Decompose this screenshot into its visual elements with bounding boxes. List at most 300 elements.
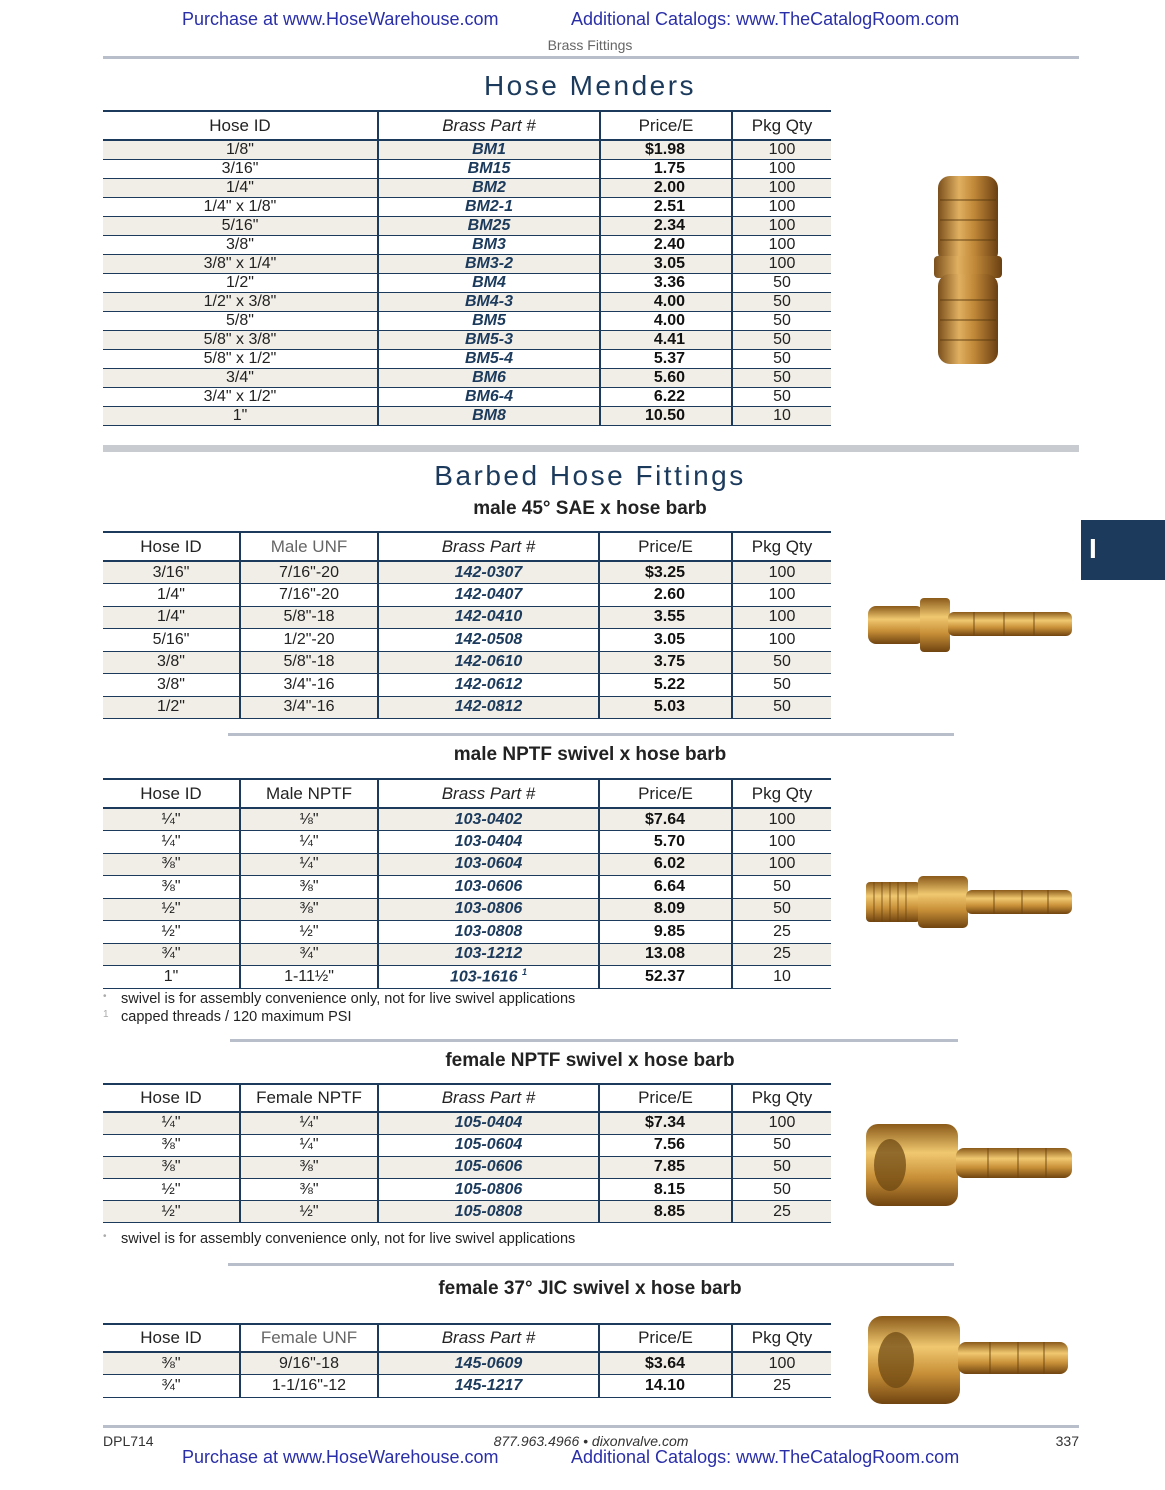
price-cell (599, 1112, 732, 1134)
price-cell (600, 236, 732, 255)
table-cell (103, 388, 378, 407)
part-number (378, 1352, 599, 1375)
part-number (378, 1156, 599, 1178)
part-number-text: BM25 (467, 217, 511, 234)
table-cell (103, 312, 378, 331)
part-number-text: 142-0812 (454, 698, 523, 716)
table-cell (103, 1375, 240, 1398)
table-cell (732, 1352, 831, 1375)
table-row (103, 274, 831, 293)
table-cell (240, 921, 378, 944)
table-row (103, 1352, 831, 1375)
table-cell (103, 1352, 240, 1375)
price-cell (600, 255, 732, 274)
part-number (378, 388, 600, 407)
cell-text: 100 (768, 630, 796, 648)
table-cell (103, 179, 378, 198)
price-cell (600, 293, 732, 312)
table-row (103, 331, 831, 350)
cell-text: 1/8" (226, 141, 254, 158)
col-brass-part: Brass Part # (378, 111, 600, 140)
part-number-text: 103-0606 (454, 877, 523, 895)
part-number-text: 103-1616 (449, 968, 518, 986)
cell-text: 100 (768, 179, 796, 196)
cell-text: ¾" (161, 945, 181, 963)
cell-text: ⅜" (299, 1158, 319, 1176)
table-cell (103, 966, 240, 989)
part-number (378, 1112, 599, 1134)
price-cell (599, 1201, 732, 1223)
cell-text: 50 (773, 1158, 791, 1176)
table-cell (732, 606, 831, 629)
table-row (103, 1134, 831, 1156)
price-text: 13.08 (644, 945, 685, 963)
cell-text: ¼" (299, 855, 319, 873)
table-cell (732, 350, 831, 369)
price-cell (599, 584, 732, 607)
cell-text: ¼" (161, 810, 181, 828)
price-text: 4.41 (653, 331, 685, 348)
col-hose-id: Hose ID (103, 779, 240, 808)
part-number (378, 584, 599, 607)
cell-text: ½" (299, 1202, 319, 1220)
table-cell (732, 696, 831, 719)
price-cell (599, 629, 732, 652)
table-row (103, 236, 831, 255)
table-cell (240, 651, 378, 674)
col-hose-id: Hose ID (103, 1324, 240, 1352)
table-cell (240, 1201, 378, 1223)
cell-text: 3/4"-16 (283, 675, 335, 693)
price-cell (599, 1375, 732, 1398)
part-number-text: BM2 (472, 179, 506, 196)
cell-text: 1" (163, 967, 179, 985)
table-cell (732, 255, 831, 274)
part-number (378, 853, 599, 876)
cell-text: 1/2" x 3/8" (203, 293, 277, 310)
table-row (103, 293, 831, 312)
cell-text: ⅜" (161, 1354, 181, 1372)
table-cell (240, 831, 378, 854)
cell-text: 3/8" x 1/4" (203, 255, 277, 272)
part-number (378, 629, 599, 652)
part-number (378, 407, 600, 426)
menders-table (103, 110, 831, 426)
table-cell (732, 293, 831, 312)
part-number-text: BM5-4 (464, 350, 513, 367)
col-hose-id: Hose ID (103, 111, 378, 140)
divider-3 (228, 1263, 954, 1266)
part-number-text: 103-0404 (454, 832, 523, 850)
col-hose-id: Hose ID (103, 532, 240, 561)
cell-text: 1/2" (157, 698, 185, 716)
table-cell (240, 629, 378, 652)
cell-text: 100 (768, 585, 796, 603)
table-cell (732, 1375, 831, 1398)
col-pkg-qty: Pkg Qty (732, 111, 831, 140)
price-cell (600, 369, 732, 388)
cell-text: ¼" (161, 832, 181, 850)
cell-text: 3/16" (152, 563, 190, 581)
purchase-link-bottom[interactable]: Purchase at www.HoseWarehouse.com (182, 1447, 499, 1467)
part-number-text: 142-0612 (454, 675, 523, 693)
cell-text: 5/8" x 1/2" (203, 350, 277, 367)
part-number-text: 105-0404 (454, 1114, 523, 1132)
price-cell (599, 1352, 732, 1375)
price-text: 3.05 (653, 630, 685, 648)
col-brass-part: Brass Part # (378, 532, 599, 561)
price-text: 8.85 (653, 1202, 685, 1220)
table-cell (103, 696, 240, 719)
table-cell (732, 629, 831, 652)
part-number-text: BM1 (472, 141, 506, 158)
price-text: 7.56 (653, 1136, 685, 1154)
cell-text: 1-1/16"-12 (271, 1376, 347, 1394)
price-text: $3.25 (644, 563, 685, 581)
table-row (103, 1201, 831, 1223)
part-number (378, 606, 599, 629)
table-cell (240, 808, 378, 831)
part-number-text: 105-0606 (454, 1158, 523, 1176)
table-row (103, 1112, 831, 1134)
nptf-male-note-2: 1 capped threads / 120 maximum PSI (103, 1009, 352, 1025)
col-female-unf: Female UNF (240, 1324, 378, 1352)
price-text: 2.40 (653, 236, 685, 253)
cell-text: 25 (773, 945, 791, 963)
table-cell (732, 179, 831, 198)
part-number-text: 145-0609 (454, 1354, 523, 1372)
table-cell (103, 350, 378, 369)
price-text: 52.37 (644, 967, 685, 985)
price-text: $3.64 (644, 1354, 685, 1372)
price-text: 7.85 (653, 1158, 685, 1176)
col-price: Price/E (599, 779, 732, 808)
cell-text: 100 (768, 217, 796, 234)
table-cell (240, 1156, 378, 1178)
price-cell (599, 674, 732, 697)
price-text: 8.09 (653, 900, 685, 918)
table-cell (103, 1179, 240, 1201)
table-cell (732, 312, 831, 331)
hose-mender-image (928, 170, 1008, 370)
table-cell (103, 293, 378, 312)
table-cell (103, 831, 240, 854)
table-cell (732, 561, 831, 584)
cell-text: 3/16" (221, 160, 259, 177)
page-number: 337 (1055, 1433, 1079, 1449)
cell-text: 50 (773, 369, 791, 386)
col-brass-part: Brass Part # (378, 1084, 599, 1112)
catalogs-link-top[interactable]: Additional Catalogs: www.TheCatalogRoom.com (571, 9, 960, 29)
table-cell (240, 1352, 378, 1375)
part-number (378, 293, 600, 312)
part-number (378, 1179, 599, 1201)
part-number (378, 312, 600, 331)
cell-text: 50 (773, 1136, 791, 1154)
table-cell (103, 407, 378, 426)
price-cell (599, 853, 732, 876)
price-cell (600, 350, 732, 369)
cell-text: 100 (768, 1114, 796, 1132)
table-row (103, 674, 831, 697)
table-cell (103, 1156, 240, 1178)
footnote-mark: 1 (522, 967, 528, 978)
cell-text: ¾" (161, 1376, 181, 1394)
part-number-text: BM4 (472, 274, 506, 291)
col-pkg-qty: Pkg Qty (732, 1324, 831, 1352)
table-cell (103, 674, 240, 697)
nptf-male-fitting-image (864, 870, 1076, 934)
table-row (103, 350, 831, 369)
price-text: 6.02 (653, 855, 685, 873)
section-tab-letter: I (1089, 533, 1097, 564)
part-number-text: 145-1217 (454, 1376, 523, 1394)
table-cell (732, 274, 831, 293)
part-number-text: 103-0402 (454, 810, 523, 828)
cell-text: ⅜" (161, 877, 181, 895)
part-number (378, 921, 599, 944)
part-number-text: BM6-4 (464, 388, 513, 405)
col-male-unf: Male UNF (240, 532, 378, 561)
cell-text: ¼" (299, 832, 319, 850)
price-cell (600, 312, 732, 331)
table-row (103, 1156, 831, 1178)
cell-text: 3/4" x 1/2" (203, 388, 277, 405)
price-cell (600, 160, 732, 179)
contact-info: 877.963.4966 • dixonvalve.com (493, 1433, 689, 1449)
table-cell (240, 876, 378, 899)
nptf-female-subtitle: female NPTF swivel x hose barb (445, 1050, 735, 1071)
table-cell (732, 198, 831, 217)
barbed-title: Barbed Hose Fittings (434, 460, 746, 491)
part-number-text: 103-0806 (454, 900, 523, 918)
footer-rule (103, 1425, 1079, 1428)
nptf-male-subtitle: male NPTF swivel x hose barb (453, 744, 727, 765)
table-row (103, 584, 831, 607)
price-cell (599, 1179, 732, 1201)
col-pkg-qty: Pkg Qty (732, 532, 831, 561)
table-cell (732, 331, 831, 350)
cell-text: 1/2"-20 (283, 630, 335, 648)
col-price: Price/E (599, 532, 732, 561)
table-cell (732, 831, 831, 854)
table-cell (732, 1179, 831, 1201)
cell-text: 50 (773, 388, 791, 405)
cell-text: 50 (773, 653, 791, 671)
table-row (103, 808, 831, 831)
table-cell (732, 966, 831, 989)
cell-text: ⅛" (299, 810, 319, 828)
table-cell (240, 1179, 378, 1201)
table-row (103, 629, 831, 652)
price-text: 14.10 (644, 1376, 685, 1394)
cell-text: 100 (768, 832, 796, 850)
price-text: 3.36 (653, 274, 685, 291)
cell-text: 1-11½" (284, 967, 334, 985)
cell-text: ½" (161, 900, 181, 918)
table-cell (732, 1201, 831, 1223)
table-cell (103, 331, 378, 350)
table-cell (732, 1112, 831, 1134)
cell-text: 3/4" (226, 369, 254, 386)
part-number-text: 105-0808 (454, 1202, 523, 1220)
table-cell (732, 943, 831, 966)
table-cell (103, 898, 240, 921)
table-cell (103, 274, 378, 293)
table-cell (732, 921, 831, 944)
price-cell (599, 1134, 732, 1156)
price-text: 4.00 (653, 312, 685, 329)
table-cell (103, 236, 378, 255)
cell-text: 3/8" (157, 675, 185, 693)
table-row (103, 898, 831, 921)
table-row (103, 876, 831, 899)
col-price: Price/E (599, 1084, 732, 1112)
table-cell (732, 388, 831, 407)
cell-text: ⅜" (161, 855, 181, 873)
cell-text: 50 (773, 331, 791, 348)
sae-subtitle: male 45° SAE x hose barb (473, 498, 707, 519)
catalogs-link-bottom[interactable]: Additional Catalogs: www.TheCatalogRoom.com (571, 1447, 960, 1467)
part-number (378, 140, 600, 160)
price-cell (600, 274, 732, 293)
table-cell (732, 1134, 831, 1156)
cell-text: 50 (773, 274, 791, 291)
nptf-female-fitting-image (864, 1120, 1076, 1210)
table-row (103, 921, 831, 944)
price-text: 9.85 (653, 922, 685, 940)
table-cell (732, 876, 831, 899)
nptf-female-note-1: • swivel is for assembly convenience only, not for live swivel applications (103, 1231, 576, 1247)
cell-text: 100 (768, 1354, 796, 1372)
table-cell (103, 853, 240, 876)
price-cell (599, 898, 732, 921)
cell-text: 10 (773, 967, 791, 985)
jic-subtitle: female 37° JIC swivel x hose barb (438, 1278, 742, 1299)
part-number-text: 105-0604 (454, 1136, 523, 1154)
cell-text: ½" (161, 922, 181, 940)
part-number (378, 696, 599, 719)
price-cell (599, 943, 732, 966)
cell-text: ¾" (299, 945, 319, 963)
part-number-text: 142-0610 (454, 653, 523, 671)
col-pkg-qty: Pkg Qty (732, 779, 831, 808)
cell-text: ⅜" (299, 877, 319, 895)
table-row (103, 853, 831, 876)
part-number (378, 966, 599, 989)
table-cell (103, 876, 240, 899)
part-number-text: 142-0508 (454, 630, 523, 648)
table-cell (103, 140, 378, 160)
table-row (103, 943, 831, 966)
table-cell (240, 1134, 378, 1156)
part-number (378, 674, 599, 697)
price-text: 5.60 (653, 369, 685, 386)
part-number-text: 142-0410 (454, 608, 523, 626)
price-cell (599, 606, 732, 629)
divider-1 (228, 733, 954, 736)
part-number (378, 236, 600, 255)
table-row (103, 696, 831, 719)
table-row (103, 312, 831, 331)
table-cell (732, 674, 831, 697)
section-label: Brass Fittings (547, 37, 633, 53)
nptf-male-table (103, 778, 831, 989)
cell-text: 9/16"-18 (279, 1354, 339, 1372)
table-cell (732, 808, 831, 831)
part-number-text: BM3 (472, 236, 506, 253)
cell-text: 1/4" (157, 608, 185, 626)
price-cell (599, 651, 732, 674)
table-row (103, 140, 831, 160)
price-text: 4.00 (653, 293, 685, 310)
table-cell (732, 369, 831, 388)
header-rule (103, 56, 1079, 59)
cell-text: 5/16" (221, 217, 259, 234)
part-number (378, 808, 599, 831)
cell-text: 100 (768, 563, 796, 581)
table-cell (103, 217, 378, 236)
table-row (103, 1179, 831, 1201)
nptf-female-table (103, 1083, 831, 1223)
sae-fitting-image (864, 592, 1076, 656)
price-cell (600, 217, 732, 236)
price-text: 2.60 (653, 585, 685, 603)
table-cell (732, 160, 831, 179)
part-number (378, 369, 600, 388)
table-cell (240, 966, 378, 989)
table-cell (732, 140, 831, 160)
table-row (103, 1375, 831, 1398)
section-tab[interactable] (1081, 520, 1165, 580)
cell-text: 100 (768, 160, 796, 177)
part-number (378, 831, 599, 854)
cell-text: 3/8" (157, 653, 185, 671)
part-number (378, 1375, 599, 1398)
cell-text: ⅜" (299, 1180, 319, 1198)
cell-text: 1/4" (226, 179, 254, 196)
table-row (103, 561, 831, 584)
cell-text: 100 (768, 810, 796, 828)
jic-fitting-image (866, 1312, 1072, 1408)
part-number (378, 876, 599, 899)
cell-text: ½" (161, 1202, 181, 1220)
table-cell (240, 1112, 378, 1134)
table-row (103, 606, 831, 629)
part-number-text: 142-0407 (454, 585, 523, 603)
table-row (103, 407, 831, 426)
cell-text: 5/16" (152, 630, 190, 648)
section-divider (103, 445, 1079, 452)
price-cell (599, 561, 732, 584)
price-text: 5.03 (653, 698, 685, 716)
table-cell (103, 943, 240, 966)
price-text: 1.75 (653, 160, 685, 177)
table-cell (103, 651, 240, 674)
purchase-link-top[interactable]: Purchase at www.HoseWarehouse.com (182, 9, 499, 29)
price-text: $1.98 (644, 141, 685, 158)
cell-text: 50 (773, 675, 791, 693)
price-text: 5.37 (653, 350, 685, 367)
table-cell (103, 629, 240, 652)
col-price: Price/E (599, 1324, 732, 1352)
part-number (378, 1201, 599, 1223)
cell-text: 50 (773, 1180, 791, 1198)
price-text: 3.55 (653, 608, 685, 626)
table-cell (103, 561, 240, 584)
cell-text: 1/4" x 1/8" (203, 198, 277, 215)
col-female-nptf: Female NPTF (240, 1084, 378, 1112)
